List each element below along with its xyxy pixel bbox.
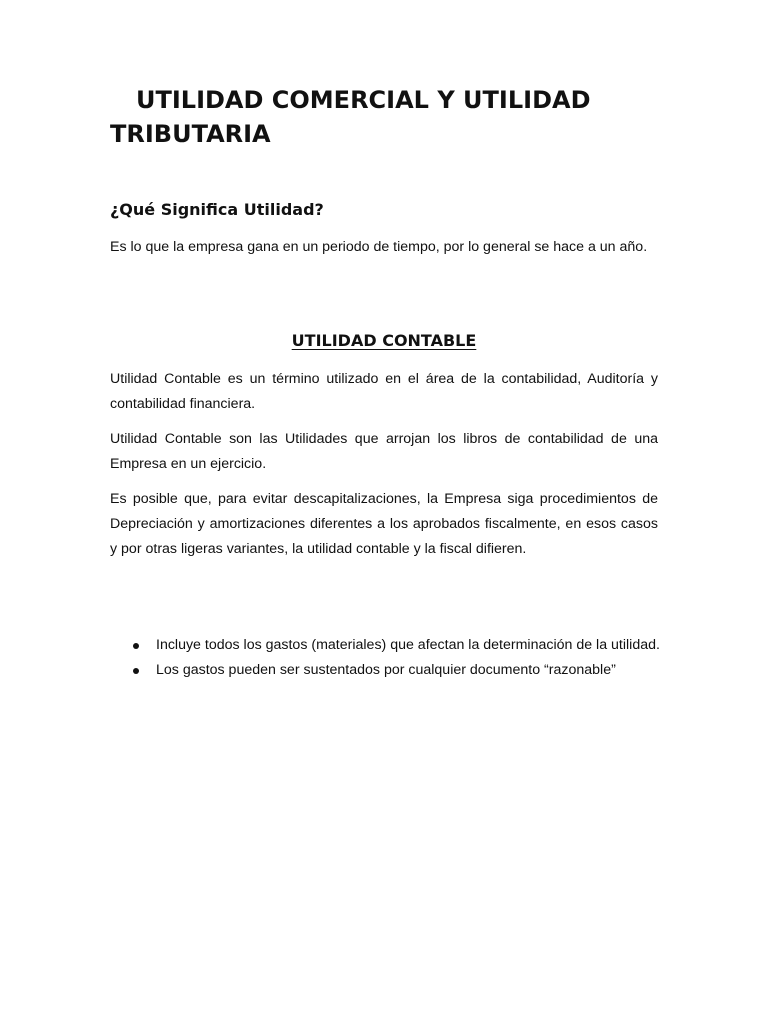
list-item-text: Incluye todos los gastos (materiales) que afectan la determinación de la utilidad. [156,637,660,653]
document-title: UTILIDAD COMERCIAL Y UTILIDAD TRIBUTARIA [110,86,591,148]
bullet-icon [133,668,139,674]
bullet-icon [133,643,139,649]
bullet-list [110,633,670,683]
paragraph-differences: Es posible que, para evitar descapitalizaciones, la Empresa siga procedimientos de Depreciación y amortizaciones diferentes a los aprobados fiscalmente, en esos casos y por otras ligeras variantes, la utilidad contable y la fiscal difieren. [110,491,658,557]
list-item-text: Los gastos pueden ser sustentados por cualquier documento “razonable” [156,662,616,678]
list-item [110,658,662,683]
list-item [110,633,662,658]
paragraph-definition: Utilidad Contable es un término utilizado en el área de la contabilidad, Auditoría y contabilidad financiera. [110,371,658,412]
intro-paragraph: Es lo que la empresa gana en un periodo de tiempo, por lo general se hace a un año. [110,239,648,255]
question-heading: ¿Qué Significa Utilidad? [110,200,324,219]
section-heading: UTILIDAD CONTABLE [291,331,477,350]
paragraph-books: Utilidad Contable son las Utilidades que arrojan los libros de contabilidad de una Empresa en un ejercicio. [110,431,658,472]
